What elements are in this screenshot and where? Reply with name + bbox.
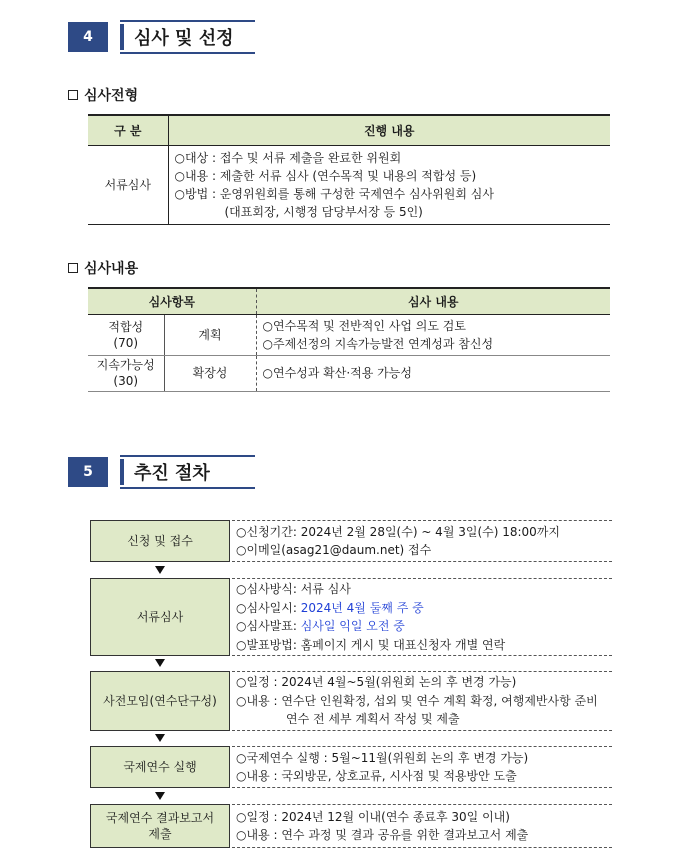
criteria-content	[256, 314, 610, 355]
step-line: 연수 전 세부 계획서 작성 및 제출	[286, 712, 460, 727]
subsection-heading	[68, 85, 138, 105]
step-label: 국제연수 실행	[123, 760, 197, 774]
step-line: ○이메일(asag21@daum.net) 접수	[236, 543, 432, 557]
step-line	[236, 599, 608, 618]
content-line: ○방법 : 운영위원회를 통해 구성한 국제연수 심사위원회 심사	[174, 186, 494, 201]
step-line: ○국제연수 실행 : 5월~11월(위원회 논의 후 변경 가능)	[236, 750, 529, 765]
step-line: ○발표방법: 홈페이지 게시 및 대표신청자 개별 연락	[236, 637, 506, 652]
highlight-text: 2024년 4월 둘째 주 중	[300, 600, 424, 615]
criteria-cell	[88, 314, 164, 355]
down-arrow-icon	[155, 566, 165, 574]
content-line: (대표회장, 시행정 담당부서장 등 5인)	[224, 204, 423, 219]
down-arrow-icon	[155, 734, 165, 742]
criteria-category: 확장성	[164, 355, 256, 391]
square-bullet-icon	[68, 90, 78, 100]
step-label: 국제연수 결과보고서	[105, 811, 215, 825]
section-title: 심사 및 선정	[120, 20, 255, 54]
step-line	[236, 617, 608, 636]
row-label: 서류심사	[88, 145, 168, 224]
step-line-label: ○심사일시:	[236, 600, 301, 615]
subsection-title: 심사전형	[84, 88, 139, 104]
step-label: 제출	[148, 827, 172, 841]
down-arrow-icon	[155, 659, 165, 667]
step-line: ○내용 : 연수단 인원확정, 섭외 및 연수 계획 확정, 여행제반사항 준비	[236, 693, 598, 708]
row-content	[168, 145, 610, 224]
step-label: 사전모임(연수단구성)	[103, 694, 217, 708]
content-line: ○내용 : 제출한 서류 심사 (연수목적 및 내용의 적합성 등)	[174, 168, 477, 183]
subsection-title: 심사내용	[84, 261, 139, 277]
step-box	[90, 520, 230, 562]
section-number: 4	[68, 22, 108, 52]
step-line: ○일정 : 2024년 4월~5월(위원회 논의 후 변경 가능)	[236, 675, 517, 690]
section-title: 추진 절차	[120, 455, 255, 489]
step-line: ○내용 : 국외방문, 상호교류, 시사점 및 적용방안 도출	[236, 769, 517, 783]
step-description	[232, 520, 612, 562]
criteria-name: 지속가능성	[96, 358, 155, 372]
subsection-heading	[68, 258, 138, 278]
square-bullet-icon	[68, 263, 78, 273]
step-description	[232, 578, 612, 656]
table-header: 구 분	[88, 115, 168, 145]
step-description	[232, 671, 612, 731]
step-label: 신청 및 접수	[127, 534, 193, 548]
content-line: ○대상 : 접수 및 서류 제출을 완료한 위원회	[174, 150, 402, 165]
table-header: 진행 내용	[168, 115, 610, 145]
criteria-cell	[88, 355, 164, 391]
highlight-text: 심사일 익일 오전 중	[300, 619, 405, 633]
review-type-table	[88, 114, 610, 225]
review-content-table	[88, 287, 610, 392]
criteria-score: (70)	[113, 335, 139, 350]
step-box	[90, 804, 230, 848]
step-line: ○내용 : 연수 과정 및 결과 공유를 위한 결과보고서 제출	[236, 828, 529, 842]
table-header: 심사항목	[88, 288, 256, 314]
criteria-name: 적합성	[108, 319, 144, 334]
step-description	[232, 746, 612, 788]
criteria-content	[256, 355, 610, 391]
step-label: 서류심사	[136, 610, 184, 624]
content-line: ○연수성과 확산·적용 가능성	[262, 366, 412, 380]
section-number: 5	[68, 457, 108, 487]
table-header: 심사 내용	[256, 288, 610, 314]
content-line: ○주제선정의 지속가능발전 연계성과 참신성	[262, 336, 494, 351]
down-arrow-icon	[155, 792, 165, 800]
criteria-score: (30)	[113, 374, 139, 388]
step-description	[232, 804, 612, 848]
step-box	[90, 578, 230, 656]
step-box	[90, 671, 230, 731]
step-line-label: ○심사발표:	[236, 619, 301, 633]
content-line: ○연수목적 및 전반적인 사업 의도 검토	[262, 318, 466, 333]
step-line: ○일정 : 2024년 12월 이내(연수 종료후 30일 이내)	[236, 809, 510, 824]
criteria-category: 계획	[164, 314, 256, 355]
step-box	[90, 746, 230, 788]
step-line: ○심사방식: 서류 심사	[236, 582, 351, 596]
step-line: ○신청기간: 2024년 2월 28일(수) ~ 4월 3일(수) 18:00까지	[236, 524, 560, 539]
